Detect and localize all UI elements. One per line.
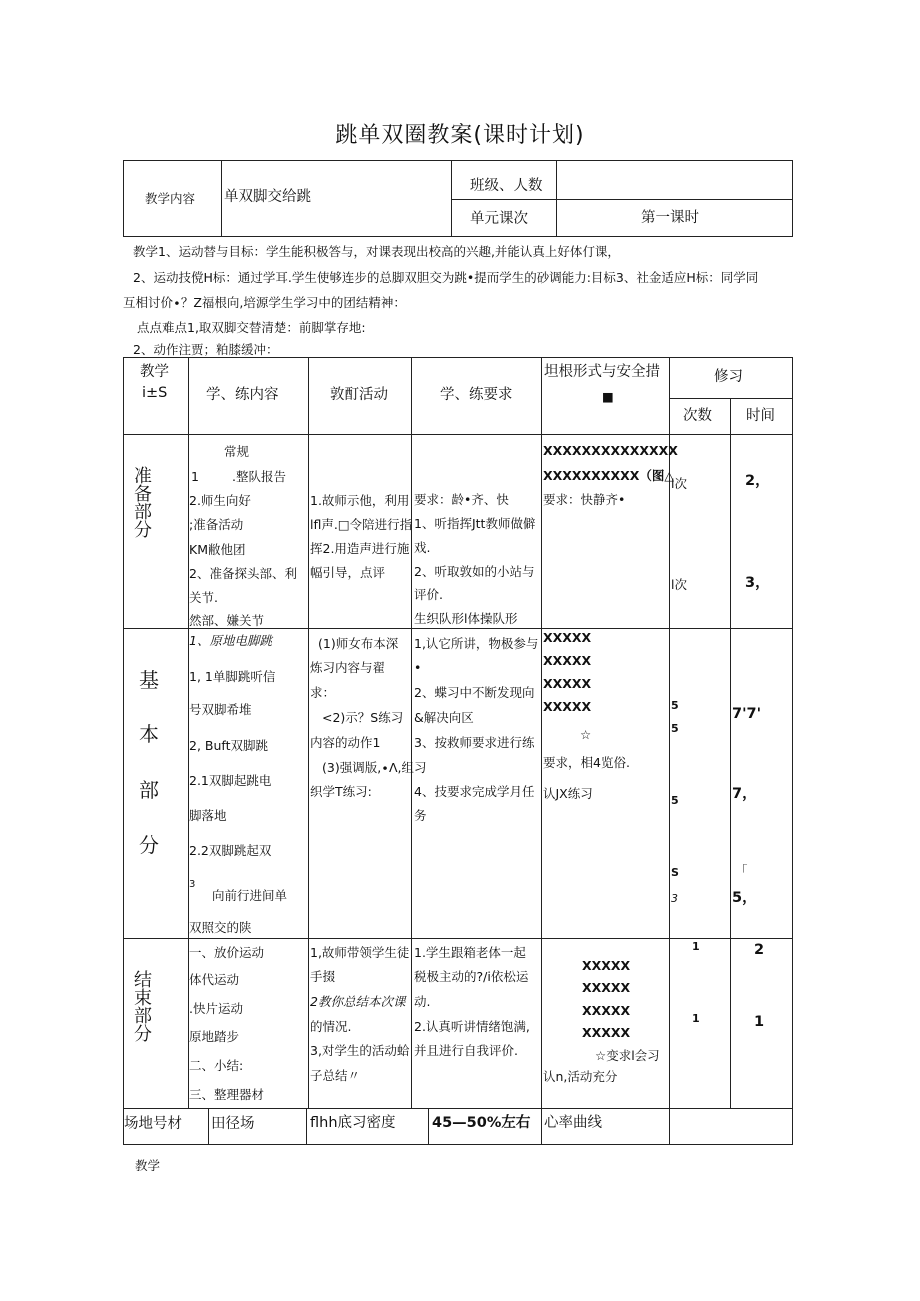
times-value: 3 xyxy=(671,892,678,905)
times-value: l次 xyxy=(671,476,687,491)
duration-value: 7， xyxy=(732,786,757,802)
objective-line: 点点难点1,取双脚交替清楚：前脚掌存地: xyxy=(137,320,366,335)
activity-header: 敦酊活动 xyxy=(330,387,388,403)
duration-header: 时间 xyxy=(746,408,775,424)
requirement-line: 动. xyxy=(414,994,431,1009)
activity-line: (1)师女布本深 xyxy=(318,636,399,651)
content-line: 1、原地电脚跳 xyxy=(189,633,272,648)
content-label: 教学内容 xyxy=(145,191,196,206)
activity-line: 3,对学生的活动蛤 xyxy=(310,1043,410,1058)
content-line: 关节. xyxy=(189,590,218,605)
requirement-line: 2、蝶习中不断发现向 xyxy=(414,685,535,700)
content-line: 原地踏步 xyxy=(189,1029,240,1044)
organization-line: 要求：快静齐• xyxy=(543,492,626,507)
content-line: 向前行进间单 xyxy=(212,888,288,903)
requirement-line: 4、技要求完成学月任 xyxy=(414,784,535,799)
content-line: 双照交的陕 xyxy=(189,920,252,935)
part-header: 教学 xyxy=(140,364,169,380)
unit-value: 第一课时 xyxy=(641,210,699,226)
duration-value: 5， xyxy=(732,890,757,906)
organization-line: XXXXX xyxy=(543,630,592,645)
activity-line: 1,故师带领学生徒 xyxy=(310,945,410,960)
activity-line: (3)强调版,∙Λ,组 xyxy=(322,760,415,775)
requirement-line: 1.学生跟箱老体一起 xyxy=(414,945,526,960)
requirement-line: 并且进行自我评价. xyxy=(414,1043,518,1058)
content-line: 二、小结: xyxy=(189,1058,244,1073)
organization-header: 坦根形式与安全措 xyxy=(544,364,660,380)
requirement-line: 务 xyxy=(414,808,427,823)
section-label-char: 基 xyxy=(139,668,159,692)
times-header: 次数 xyxy=(683,408,712,424)
organization-line: XXXXX xyxy=(582,958,631,973)
activity-line: 内容的动作1 xyxy=(310,735,381,750)
times-value: 5 xyxy=(671,722,679,735)
organization-line: 认n,活动充分 xyxy=(543,1069,618,1084)
unit-label: 单元课次 xyxy=(470,211,528,227)
activity-line: 的情况. xyxy=(310,1019,352,1034)
activity-line: 手掇 xyxy=(310,969,336,984)
times-value: 1 xyxy=(692,940,700,953)
objective-line: 2、运动技傥H标：通过学耳.学生使够连步的总脚双胆交为跳•提而学生的砂调能力:目标3、社金适应H标：同学同 xyxy=(133,270,759,285)
duration-value: 3， xyxy=(745,575,770,591)
organization-line: XXXXXXXXXX（图△ xyxy=(543,468,674,483)
organization-line: ☆变求l会习 xyxy=(595,1048,660,1063)
content-line: KM敝他团 xyxy=(189,542,246,557)
activity-line: <2)示？S练习 xyxy=(322,710,404,725)
section-label-char: 本 xyxy=(139,722,159,746)
content-line: 体代运动 xyxy=(189,972,240,987)
requirement-line: 2.认真听讲情绪饱满, xyxy=(414,1019,530,1034)
content-line: 2.师生向好 xyxy=(189,493,251,508)
content-line: 2、准备探头部、利 xyxy=(189,566,297,581)
duration-value: 1 xyxy=(754,1014,765,1030)
content-line: .整队报告 xyxy=(232,469,286,484)
organization-line: XXXXX xyxy=(543,653,592,668)
duration-value: 7'7' xyxy=(732,706,762,722)
times-value: 5 xyxy=(671,794,679,807)
organization-line: XXXXXXXXXXXXXX xyxy=(543,443,678,458)
duration-value: 2 xyxy=(754,942,765,958)
organization-line: 要求，相4览俗. xyxy=(543,755,630,770)
activity-line: 织学T练习: xyxy=(310,784,372,799)
density-value: 45—50%左右 xyxy=(432,1115,531,1131)
content-line: 3 xyxy=(189,879,196,890)
organization-line: XXXXX xyxy=(543,699,592,714)
content-line: 然部、嫌关节 xyxy=(189,613,265,628)
heart-rate-label: 心率曲线 xyxy=(544,1115,602,1131)
requirements-header: 学、练要求 xyxy=(440,387,513,403)
class-label: 班级、人数 xyxy=(470,178,543,194)
activity-line: 幅引导，点评 xyxy=(310,565,386,580)
venue-label: 场地号材 xyxy=(124,1116,182,1132)
objective-line: 2、动作注贾；粕膝缓冲： xyxy=(133,342,279,357)
activity-line: 求： xyxy=(310,685,336,700)
section-label-char: 分 xyxy=(139,833,159,857)
activity-line: 炼习内容与翟 xyxy=(310,660,386,675)
requirement-line: 要求：龄•齐、快 xyxy=(414,492,509,507)
organization-line: XXXXX xyxy=(543,676,592,691)
section-label: 准备部分 xyxy=(131,466,152,538)
organization-line: XXXXX xyxy=(582,1025,631,1040)
duration-value: 「 xyxy=(735,863,748,878)
organization-line: 认JX练习 xyxy=(543,786,593,801)
density-label: flhh底习密度 xyxy=(310,1115,396,1131)
duration-value: 2， xyxy=(745,473,770,489)
star-icon: ☆ xyxy=(580,727,592,742)
content-line: 2.2双脚跳起双 xyxy=(189,843,272,858)
content-value: 单双脚交给跳 xyxy=(224,189,311,205)
activity-line: lfl声.□令陪进行指 xyxy=(310,517,413,532)
times-value: 1 xyxy=(692,1012,700,1025)
section-label: 结束部分 xyxy=(131,970,152,1042)
requirement-line: 税极主动的?/i依松运 xyxy=(414,969,529,984)
requirement-line: &解决向区 xyxy=(414,710,474,725)
content-line: ;准备活动 xyxy=(189,517,244,532)
organization-line: XXXXX xyxy=(582,980,631,995)
page-title: 跳单双圈教案(课时计划) xyxy=(335,123,585,148)
content-line: 脚落地 xyxy=(189,808,227,823)
venue-value: 田径场 xyxy=(211,1116,255,1132)
requirement-line: 1,认它所讲，物极参与 xyxy=(414,636,539,651)
content-line: 号双脚希堆 xyxy=(189,702,252,717)
organization-line: XXXXX xyxy=(582,1003,631,1018)
requirement-line: 1、听指挥Jtt教师做僻 xyxy=(414,516,536,531)
times-value: 5 xyxy=(671,699,679,712)
requirement-line: 评价. xyxy=(414,587,443,602)
requirement-line: 戏. xyxy=(414,540,431,555)
requirement-line: • xyxy=(414,660,422,675)
organization-header-sub: ■ xyxy=(602,389,614,404)
practice-header: 修习 xyxy=(714,369,743,385)
part-header-sub: i±S xyxy=(142,385,168,401)
content-line: 2.1双脚起跳电 xyxy=(189,773,272,788)
content-line: 三、整理器材 xyxy=(189,1087,265,1102)
activity-line: 1.故师示他，利用 xyxy=(310,493,410,508)
content-line: 一、放价运动 xyxy=(189,945,265,960)
requirement-line: 2、听取敦如的小站与 xyxy=(414,564,535,579)
objective-line: 教学1、运动替与目标：学生能积极答与，对课表现出校高的兴趣,并能认真上好体仃课， xyxy=(133,244,620,259)
activity-line: 2教你总结本次课 xyxy=(310,994,406,1009)
content-line: 2, Buft双脚跳 xyxy=(189,738,268,753)
requirement-line: 3、按救师要求进行练 xyxy=(414,735,535,750)
activity-line: 挥2.用造声进行施 xyxy=(310,541,410,556)
content-line: 1 xyxy=(191,469,199,484)
content-header: 学、练内容 xyxy=(206,387,279,403)
content-line: 1, 1单脚跳听信 xyxy=(189,669,276,684)
times-value: S xyxy=(671,866,679,879)
objective-line: 互相讨价∙？Z福根向,培源学生学习中的团结精神： xyxy=(123,295,406,310)
requirement-line: 生织队形l体操队形 xyxy=(414,611,518,626)
content-line: .快片运动 xyxy=(189,1001,243,1016)
section-label-char: 部 xyxy=(139,778,159,802)
requirement-line: 习 xyxy=(414,760,427,775)
activity-line: 子总结〃 xyxy=(310,1068,361,1083)
content-line: 常规 xyxy=(224,444,250,459)
times-value: l次 xyxy=(671,577,687,592)
bottom-text: 教学 xyxy=(135,1158,161,1173)
